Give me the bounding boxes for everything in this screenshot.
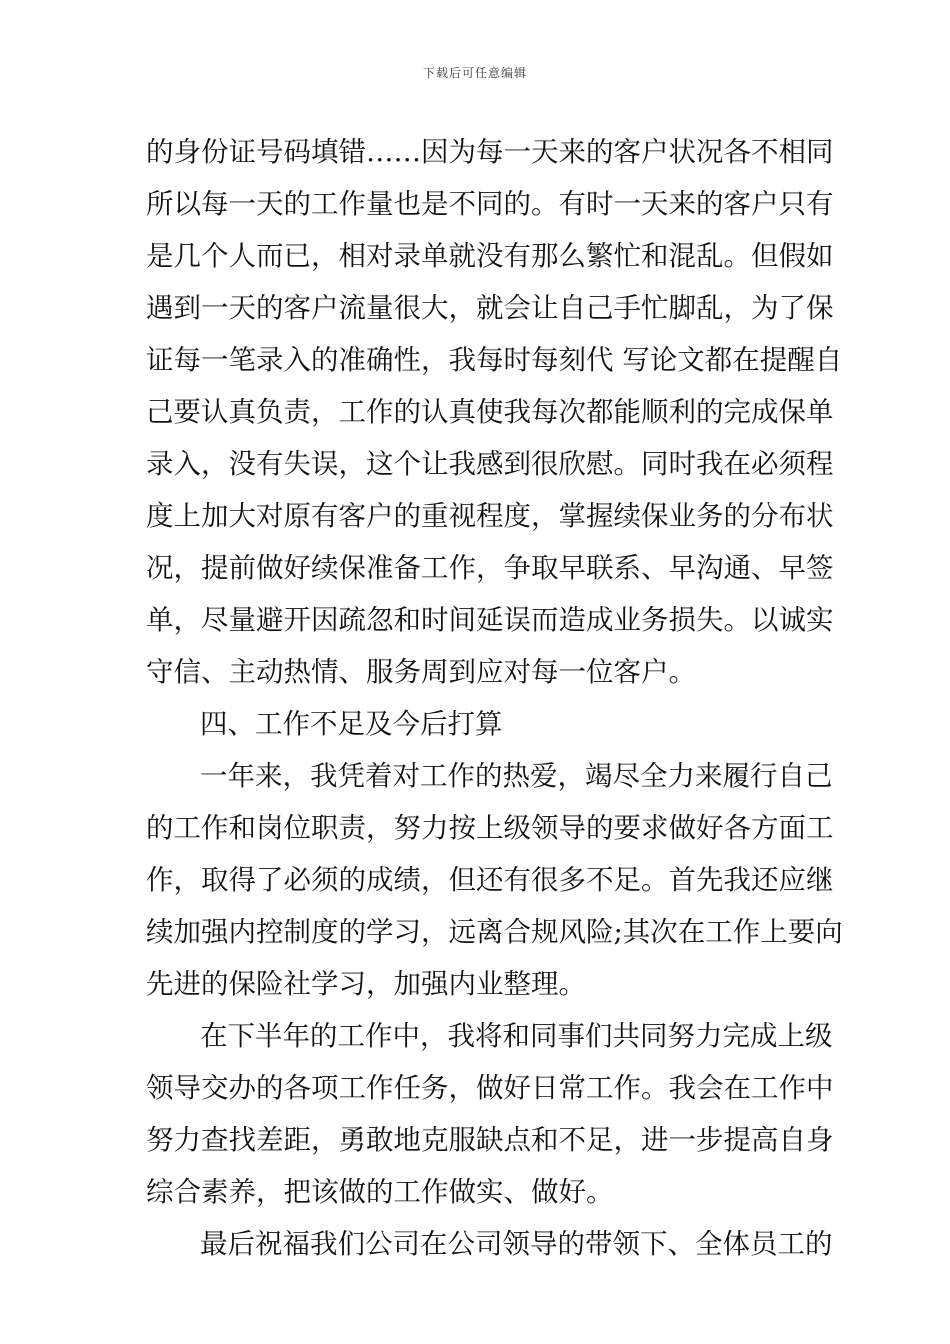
text-line: 守信、主动热情、服务周到应对每一位客户。 [146, 656, 696, 688]
text-line: 度上加大对原有客户的重视程度，掌握续保业务的分布状 [146, 500, 834, 532]
text-line: 的工作和岗位职责，努力按上级领导的要求做好各方面工 [146, 812, 834, 844]
text-line: 先进的保险社学习，加强内业整理。 [146, 968, 586, 1000]
header-note: 下载后可任意编辑 [422, 66, 527, 80]
text-line: 综合素养，把该做的工作做实、做好。 [146, 1176, 614, 1208]
text-line: 所以每一天的工作量也是不同的。有时一天来的客户只有 [146, 188, 834, 220]
text-line: 领导交办的各项工作任务，做好日常工作。我会在工作中 [146, 1072, 834, 1104]
text-line: 的身份证号码填错……因为每一天来的客户状况各不相同 [146, 136, 834, 168]
text-line: 单，尽量避开因疏忽和时间延误而造成业务损失。以诚实 [146, 604, 834, 636]
text-line: 续加强内控制度的学习，远离合规风险;其次在工作上要向 [146, 916, 843, 948]
text-line: 况，提前做好续保准备工作，争取早联系、早沟通、早签 [146, 552, 834, 584]
text-line: 录入，没有失误，这个让我感到很欣慰。同时我在必须程 [146, 448, 834, 480]
text-line: 是几个人而已，相对录单就没有那么繁忙和混乱。但假如 [146, 240, 834, 272]
text-line: 一年来，我凭着对工作的热爱，竭尽全力来履行自己 [200, 760, 833, 792]
text-line: 在下半年的工作中，我将和同事们共同努力完成上级 [200, 1020, 833, 1052]
text-line: 证每一笔录入的准确性，我每时每刻代 写论文都在提醒自 [146, 344, 843, 376]
text-line: 遇到一天的客户流量很大，就会让自己手忙脚乱，为了保 [146, 292, 834, 324]
text-line: 最后祝福我们公司在公司领导的带领下、全体员工的 [200, 1228, 833, 1260]
text-line: 作，取得了必须的成绩，但还有很多不足。首先我还应继 [146, 864, 834, 896]
document-body [146, 126, 843, 1270]
text-line: 己要认真负责，工作的认真使我每次都能顺利的完成保单 [146, 396, 834, 428]
section-heading: 四、工作不足及今后打算 [200, 708, 503, 740]
text-line: 努力查找差距，勇敢地克服缺点和不足，进一步提高自身 [146, 1124, 834, 1156]
